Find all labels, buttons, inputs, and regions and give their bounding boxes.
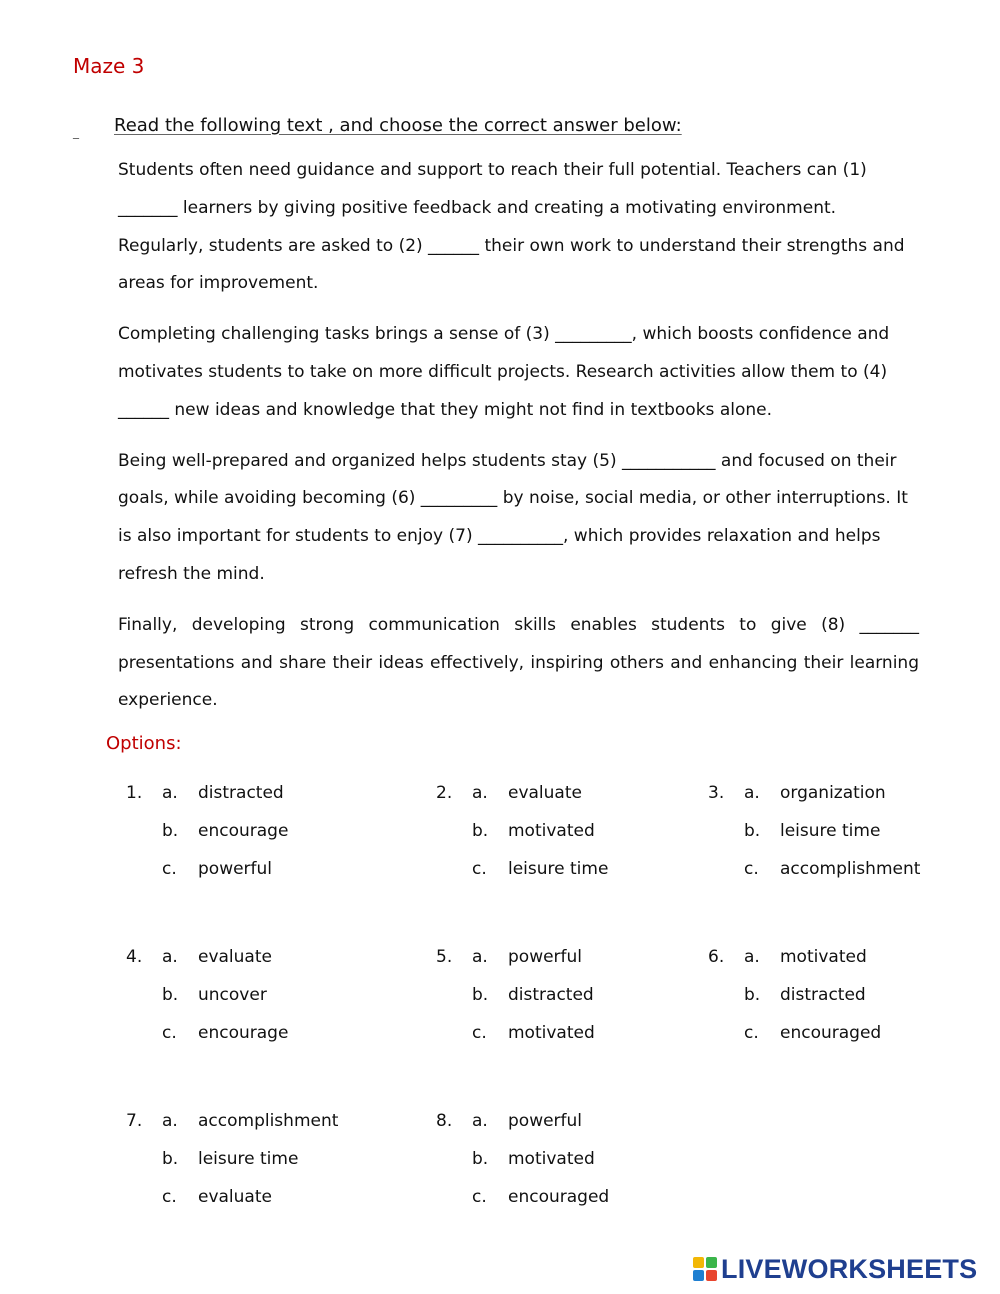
option-2a[interactable]	[436, 783, 726, 821]
reading-passage	[118, 152, 919, 733]
option-5b[interactable]	[436, 985, 726, 1023]
option-8c[interactable]	[436, 1187, 726, 1225]
option-text: motivated	[780, 947, 867, 967]
option-1b[interactable]	[126, 821, 416, 859]
option-letter: a.	[472, 783, 488, 803]
option-5c[interactable]	[436, 1023, 726, 1061]
option-text: distracted	[198, 783, 284, 803]
option-text: leisure time	[780, 821, 881, 841]
option-2c[interactable]	[436, 859, 726, 897]
option-6c[interactable]	[708, 1023, 998, 1061]
option-1c[interactable]	[126, 859, 416, 897]
option-letter: c.	[472, 859, 487, 879]
option-letter: a.	[472, 1111, 488, 1131]
question-number: 5.	[436, 947, 453, 967]
option-letter: a.	[162, 1111, 178, 1131]
question-number: 1.	[126, 783, 143, 803]
option-letter: b.	[744, 821, 761, 841]
liveworksheets-logo[interactable]	[693, 1254, 977, 1284]
option-text: encouraged	[508, 1187, 610, 1207]
option-text: powerful	[198, 859, 273, 879]
option-text: powerful	[508, 947, 583, 967]
option-text: motivated	[508, 1149, 595, 1169]
option-letter: a.	[472, 947, 488, 967]
option-text: leisure time	[198, 1149, 299, 1169]
option-4b[interactable]	[126, 985, 416, 1023]
option-3c[interactable]	[708, 859, 998, 897]
option-2b[interactable]	[436, 821, 726, 859]
option-text: encourage	[198, 821, 289, 841]
option-letter: c.	[472, 1023, 487, 1043]
option-text: organization	[780, 783, 886, 803]
passage-paragraph-3: Being well-prepared and organized helps students stay (5) ___________ and focused on their goals, while avoiding becoming (6) _________ by noise, social media, or other interruptions. It is also important for students to enjoy (7) __________, which provides relaxation and helps refresh the mind.	[118, 450, 908, 584]
option-letter: c.	[744, 1023, 759, 1043]
question-number: 4.	[126, 947, 143, 967]
option-letter: b.	[472, 985, 489, 1005]
option-letter: a.	[162, 783, 178, 803]
option-6a[interactable]	[708, 947, 998, 985]
option-letter: b.	[162, 821, 179, 841]
option-4c[interactable]	[126, 1023, 416, 1061]
option-letter: b.	[744, 985, 761, 1005]
option-text: accomplishment	[198, 1111, 339, 1131]
option-text: uncover	[198, 985, 267, 1005]
option-letter: a.	[744, 783, 760, 803]
question-number: 6.	[708, 947, 725, 967]
option-text: encouraged	[780, 1023, 882, 1043]
option-7b[interactable]	[126, 1149, 416, 1187]
option-7c[interactable]	[126, 1187, 416, 1225]
options-heading: Options:	[106, 733, 182, 754]
option-text: encourage	[198, 1023, 289, 1043]
option-3a[interactable]	[708, 783, 998, 821]
question-number: 3.	[708, 783, 725, 803]
option-8a[interactable]	[436, 1111, 726, 1149]
option-7a[interactable]	[126, 1111, 416, 1149]
option-text: distracted	[508, 985, 594, 1005]
option-text: evaluate	[508, 783, 582, 803]
option-text: evaluate	[198, 1187, 272, 1207]
option-text: evaluate	[198, 947, 272, 967]
logo-text: LIVEWORKSHEETS	[721, 1253, 978, 1284]
option-text: motivated	[508, 821, 595, 841]
option-letter: a.	[162, 947, 178, 967]
option-letter: b.	[472, 821, 489, 841]
option-letter: c.	[162, 1023, 177, 1043]
option-text: motivated	[508, 1023, 595, 1043]
option-text: accomplishment	[780, 859, 921, 879]
option-text: leisure time	[508, 859, 609, 879]
option-8b[interactable]	[436, 1149, 726, 1187]
option-1a[interactable]	[126, 783, 416, 821]
option-5a[interactable]	[436, 947, 726, 985]
instruction-marker: _	[73, 125, 79, 139]
option-letter: c.	[162, 1187, 177, 1207]
question-number: 2.	[436, 783, 453, 803]
option-3b[interactable]	[708, 821, 998, 859]
option-letter: c.	[162, 859, 177, 879]
option-letter: b.	[162, 985, 179, 1005]
question-number: 7.	[126, 1111, 143, 1131]
option-text: distracted	[780, 985, 866, 1005]
option-letter: a.	[744, 947, 760, 967]
passage-paragraph-2: Completing challenging tasks brings a sense of (3) _________, which boosts confidence and motivates students to take on more difficult projects. Research activities allow them to (4) ______ new ideas and knowledge that they might not find in textbooks alone.	[118, 324, 890, 420]
option-4a[interactable]	[126, 947, 416, 985]
option-letter: b.	[162, 1149, 179, 1169]
option-6b[interactable]	[708, 985, 998, 1023]
option-letter: c.	[472, 1187, 487, 1207]
page-title: Maze 3	[73, 54, 145, 78]
option-letter: c.	[744, 859, 759, 879]
option-letter: b.	[472, 1149, 489, 1169]
instruction-text: Read the following text , and choose the correct answer below:	[114, 115, 682, 136]
option-text: powerful	[508, 1111, 583, 1131]
passage-paragraph-4: Finally, developing strong communication skills enables students to give (8) _______ presentations and share their ideas effectively, inspiring others and enhancing their learning experience.	[118, 614, 919, 711]
liveworksheets-logo-icon	[693, 1257, 717, 1281]
question-number: 8.	[436, 1111, 453, 1131]
passage-paragraph-1: Students often need guidance and support to reach their full potential. Teachers can (1) _______ learners by giving positive feedback and creating a motivating environment. Regularly, students are asked to (2) ______ their own work to understand their strengths and areas for improvement.	[118, 160, 905, 294]
